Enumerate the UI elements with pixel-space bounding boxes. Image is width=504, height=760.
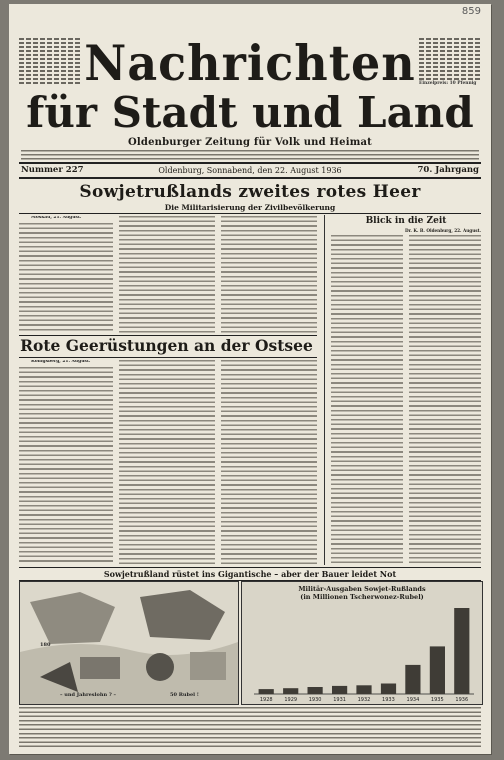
cartoon-drawing bbox=[20, 582, 238, 704]
chart-title bbox=[242, 585, 482, 601]
chart-x-tick-label: 1931 bbox=[333, 697, 346, 703]
column-text-col2 bbox=[409, 235, 481, 563]
chart-x-tick-label: 1928 bbox=[259, 697, 273, 703]
imprint bbox=[21, 150, 479, 162]
chart-x-tick-label: 1936 bbox=[455, 697, 469, 703]
cartoon-label-right: 50 Rubel ! bbox=[170, 692, 200, 698]
chart-bar bbox=[454, 608, 469, 694]
issue-date: Oldenburg, Sonnabend, den 22. August 1936 bbox=[158, 166, 342, 175]
image-caption bbox=[19, 707, 481, 747]
chart-x-tick-label: 1934 bbox=[406, 697, 420, 703]
chart-x-tick-label: 1929 bbox=[284, 697, 298, 703]
chart-title-line1: Militär-Ausgaben Sowjet-Rußlands bbox=[298, 585, 426, 593]
second-article-col3 bbox=[221, 360, 317, 564]
lead-dateline: Moskau, 21. August. bbox=[31, 216, 82, 220]
column-dateline: Dr. K. B. Oldenburg, 22. August. bbox=[404, 228, 481, 233]
masthead-title-line1: Nachrichten bbox=[84, 34, 416, 92]
lead-article-col3 bbox=[221, 216, 317, 334]
cartoon-label-mid: – und Jahreslohn ? – bbox=[60, 692, 117, 698]
chart-x-tick-label: 1933 bbox=[382, 697, 395, 703]
cartoon-label-left: 180 bbox=[40, 642, 51, 648]
chart-bar bbox=[308, 687, 323, 694]
chart-bar bbox=[356, 685, 371, 694]
second-article-col1 bbox=[19, 360, 113, 564]
chart-bar bbox=[430, 646, 445, 694]
chart-bar bbox=[259, 689, 274, 694]
single-price: Einzelpreis: 10 Pfennig bbox=[419, 81, 477, 86]
chart-bar bbox=[381, 684, 396, 695]
chart-x-tick-label: 1935 bbox=[430, 697, 444, 703]
bottom-banner: Sowjetrußland rüstet ins Gigantische – aber der Bauer leidet Not bbox=[19, 567, 481, 581]
lead-headline: Sowjetrußlands zweites rotes Heer bbox=[79, 182, 421, 202]
newspaper-page bbox=[9, 4, 491, 754]
chart-bar bbox=[332, 686, 347, 694]
second-article-col2 bbox=[119, 360, 215, 564]
issue-volume: 70. Jahrgang bbox=[417, 165, 479, 175]
chart-title-line2: (in Millionen Tscherwonez-Rubel) bbox=[300, 593, 424, 601]
masthead-title-line2: für Stadt und Land bbox=[26, 88, 474, 137]
lead-article-col1 bbox=[19, 216, 113, 334]
page-number: 859 bbox=[461, 6, 481, 17]
lead-article-col2 bbox=[119, 216, 215, 334]
chart-x-tick-label: 1932 bbox=[357, 697, 371, 703]
issue-number: Nummer 227 bbox=[21, 165, 84, 175]
issue-dateline bbox=[19, 162, 481, 179]
second-headline: Rote Geerüstungen an der Ostsee bbox=[20, 336, 313, 355]
military-spending-chart bbox=[241, 581, 483, 705]
column-text-col1 bbox=[331, 235, 403, 563]
column-title: Blick in die Zeit bbox=[365, 216, 447, 226]
cartoon-illustration bbox=[19, 581, 239, 705]
chart-bar bbox=[283, 688, 298, 694]
lead-subheadline: Die Militarisierung der Zivilbevölkerung bbox=[164, 203, 336, 212]
chart-bar bbox=[405, 665, 420, 694]
masthead-subtitle: Oldenburger Zeitung für Volk und Heimat bbox=[127, 137, 372, 148]
chart-x-tick-label: 1930 bbox=[308, 697, 322, 703]
second-dateline: Königsberg, 21. August. bbox=[31, 360, 91, 364]
